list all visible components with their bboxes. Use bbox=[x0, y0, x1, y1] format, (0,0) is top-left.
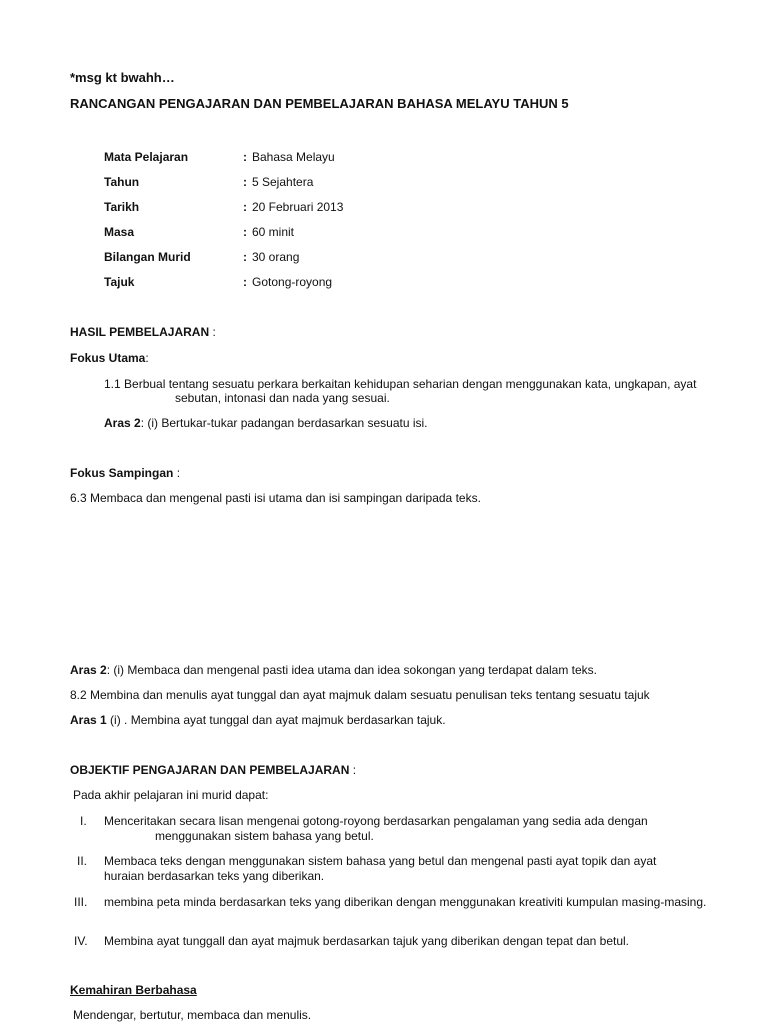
info-label-tahun: Tahun bbox=[104, 175, 140, 189]
fokus-sampingan-label: Fokus Sampingan bbox=[70, 466, 174, 480]
note-text: *msg kt bwahh… bbox=[70, 70, 175, 85]
hasil-heading-suffix: : bbox=[209, 325, 216, 339]
kemahiran-heading: Kemahiran Berbahasa bbox=[70, 983, 197, 997]
fokus-sampingan-heading bbox=[70, 466, 180, 480]
list-item-number: II. bbox=[77, 854, 88, 868]
info-value-bilangan-murid: 30 orang bbox=[252, 250, 300, 264]
info-value-tahun: 5 Sejahtera bbox=[252, 175, 314, 189]
list-item-line1: membina peta minda berdasarkan teks yang diberikan dengan menggunakan kreativiti kumpulan masing-masing. bbox=[104, 895, 707, 909]
list-item-line2: menggunakan sistem bahasa yang betul. bbox=[155, 829, 374, 843]
aras2b-line bbox=[70, 663, 597, 677]
info-value-tarikh: 20 Februari 2013 bbox=[252, 200, 344, 214]
list-item-line1: Menceritakan secara lisan mengenai gotong-royong berdasarkan pengalaman yang sedia ada dengan bbox=[104, 814, 648, 828]
info-label-tajuk: Tajuk bbox=[104, 275, 135, 289]
fokus-utama-line1: 1.1 Berbual tentang sesuatu perkara berkaitan kehidupan seharian dengan menggunakan kata, ungkapan, ayat bbox=[104, 377, 697, 391]
info-label-tarikh: Tarikh bbox=[104, 200, 140, 214]
objektif-intro: Pada akhir pelajaran ini murid dapat: bbox=[73, 788, 269, 802]
fokus-utama-suffix: : bbox=[145, 351, 149, 365]
aras1-label: Aras 1 bbox=[70, 713, 107, 727]
fokus-utama-label: Fokus Utama bbox=[70, 351, 146, 365]
aras2b-label: Aras 2 bbox=[70, 663, 107, 677]
info-label-bilangan-murid: Bilangan Murid bbox=[104, 250, 191, 264]
info-value-mata-pelajaran: Bahasa Melayu bbox=[252, 150, 335, 164]
info-label-masa: Masa bbox=[104, 225, 135, 239]
aras2b-text: : (i) Membaca dan mengenal pasti idea utama dan idea sokongan yang terdapat dalam teks. bbox=[106, 663, 598, 677]
info-colon: : bbox=[243, 250, 247, 264]
fokus-sampingan-text: 6.3 Membaca dan mengenal pasti isi utama dan isi sampingan daripada teks. bbox=[70, 491, 481, 505]
info-colon: : bbox=[243, 200, 247, 214]
fokus-utama-line2: sebutan, intonasi dan nada yang sesuai. bbox=[175, 391, 390, 405]
objektif-heading-text: OBJEKTIF PENGAJARAN DAN PEMBELAJARAN bbox=[70, 763, 350, 777]
fokus-sampingan-suffix: : bbox=[173, 466, 181, 480]
kemahiran-text: Mendengar, bertutur, membaca dan menulis. bbox=[73, 1008, 312, 1022]
aras2-line bbox=[104, 416, 428, 430]
list-item-line1: Membaca teks dengan menggunakan sistem bahasa yang betul dan mengenal pasti ayat topik dan ayat bbox=[104, 854, 657, 868]
info-colon: : bbox=[243, 150, 247, 164]
aras1-line bbox=[70, 713, 446, 727]
info-label-mata-pelajaran: Mata Pelajaran bbox=[104, 150, 189, 164]
hasil-heading bbox=[70, 325, 216, 339]
info-value-masa: 60 minit bbox=[252, 225, 295, 239]
hasil-heading-text: HASIL PEMBELAJARAN bbox=[70, 325, 210, 339]
aras2-text: : (i) Bertukar-tukar padangan berdasarkan sesuatu isi. bbox=[140, 416, 428, 430]
info-colon: : bbox=[243, 225, 247, 239]
list-item-number: IV. bbox=[74, 934, 88, 948]
line-8-2: 8.2 Membina dan menulis ayat tunggal dan ayat majmuk dalam sesuatu penulisan teks tentang sesuatu tajuk bbox=[70, 688, 650, 702]
page-title: RANCANGAN PENGAJARAN DAN PEMBELAJARAN BAHASA MELAYU TAHUN 5 bbox=[70, 96, 569, 111]
info-colon: : bbox=[243, 275, 247, 289]
fokus-utama-heading bbox=[70, 351, 149, 365]
list-item-line2: huraian berdasarkan teks yang diberikan. bbox=[104, 869, 325, 883]
list-item-line1: Membina ayat tunggall dan ayat majmuk berdasarkan tajuk yang diberikan dengan tepat dan betul. bbox=[104, 934, 630, 948]
info-colon: : bbox=[243, 175, 247, 189]
aras1-text: (i) . Membina ayat tunggal dan ayat majmuk berdasarkan tajuk. bbox=[106, 713, 446, 727]
aras2-label: Aras 2 bbox=[104, 416, 141, 430]
objektif-heading bbox=[70, 763, 356, 777]
info-value-tajuk: Gotong-royong bbox=[252, 275, 333, 289]
objektif-heading-suffix: : bbox=[349, 763, 357, 777]
list-item-number: III. bbox=[74, 895, 88, 909]
list-item-number: I. bbox=[80, 814, 87, 828]
